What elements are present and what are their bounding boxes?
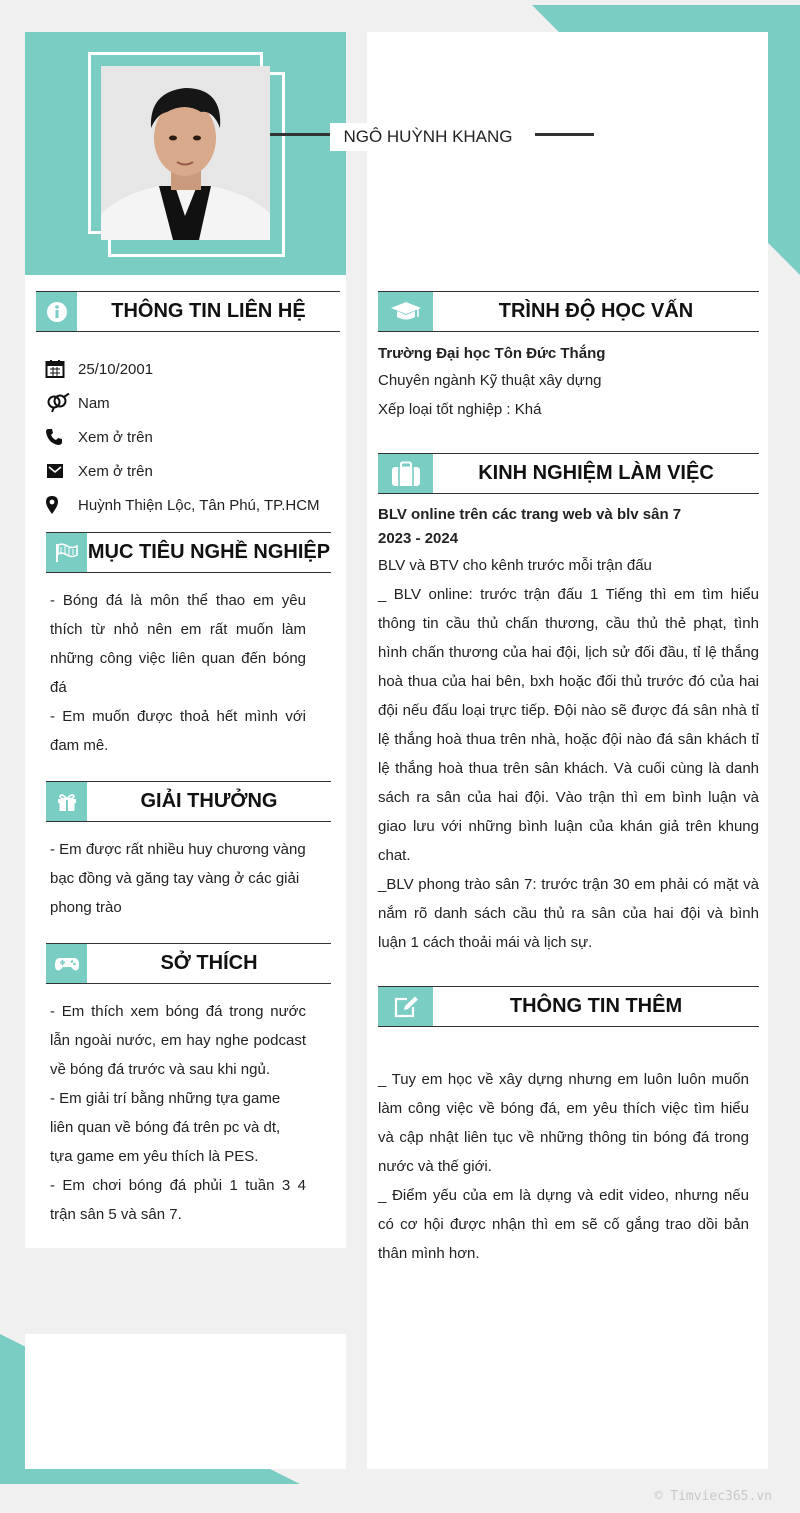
phone-icon [45,428,78,446]
section-header-objective [46,532,331,573]
hobbies-line: - Em giải trí bằng những tựa game liên quan về bóng đá trên pc và dt, [50,1090,281,1136]
experience-subtitle: BLV và BTV cho kênh trước mỗi trận đấu [378,557,652,574]
contact-email [45,458,153,484]
gift-icon [46,782,87,821]
contact-value: Xem ở trên [78,462,153,480]
graduation-cap-icon [378,292,433,331]
experience-line: _BLV phong trào sân 7: trước trận 30 em phải có mặt và nắm rõ danh sách cầu thủ ra sân của hai đội và bình luận 1 cách thoải mái và lịch sự. [378,876,759,951]
section-header-contact [36,291,340,332]
section-title: THÔNG TIN THÊM [509,995,683,1017]
map-marker-icon [45,495,78,515]
objective-line: - Bóng đá là môn thể thao em yêu thích từ nhỏ nên em rất muốn làm những công việc liên quan đến bóng đá [50,592,306,696]
section-header-experience [378,453,759,494]
objective-text [50,586,306,760]
extra-text [378,1065,749,1268]
name-line-left [270,133,332,136]
info-icon [36,292,77,331]
contact-value: Xem ở trên [78,428,153,446]
experience-line: _ BLV online: trước trận đấu 1 Tiếng thì em tìm hiểu thông tin cầu thủ chấn thương, cầu thủ thẻ phạt, tình hình chấn thương của hai đội, lịch sử đối đầu, tỉ lệ thắng hoà thua của hai bên, bxh hoặc đối thủ trước đó của hai đội nếu đấu loại trực tiếp. Đội nào sẽ được đá sân nhà tỉ lệ thắng hoà thua trên nhà, hoặc đội nào đá sân khách tỉ lệ thắng hoà thua trên sân khách. Và cuối cùng là danh sách ra sân của hai đội. Vào trận thì em bình luận và giao lưu với những bình luận của khán giả trên khung chat. [378,586,759,864]
avatar [101,66,270,240]
contact-value: Nam [78,394,110,412]
section-title: THÔNG TIN LIÊN HỆ [111,300,306,322]
watermark: © Timviec365.vn [654,1489,772,1504]
envelope-icon [45,462,78,480]
hobbies-line: - Em thích xem bóng đá trong nước lẫn ngoài nước, em hay nghe podcast về bóng đá trước và sau khi ngủ. [50,1003,306,1078]
education-school: Trường Đại học Tôn Đức Thắng [378,345,606,362]
name-line-right [535,133,594,136]
flag-icon [46,533,87,572]
awards-line: - Em được rất nhiều huy chương vàng bạc đồng và găng tay vàng ở các giải phong trào [50,841,306,916]
hobbies-text [50,997,306,1229]
section-header-awards [46,781,331,822]
contact-birthday [45,356,153,382]
awards-text [50,835,312,922]
candidate-name: NGÔ HUỲNH KHANG [330,123,526,151]
contact-value: Huỳnh Thiện Lộc, Tân Phú, TP.HCM [78,496,320,514]
section-title: SỞ THÍCH [160,952,258,974]
gender-icon [45,393,78,413]
education-major: Chuyên ngành Kỹ thuật xây dựng [378,372,602,389]
section-title: KINH NGHIỆM LÀM VIỆC [478,462,714,484]
experience-text [378,580,759,957]
left-bottom-panel [25,1334,346,1469]
gamepad-icon [46,944,87,983]
briefcase-icon [378,454,433,493]
contact-phone [45,424,153,450]
education-grade: Xếp loại tốt nghiệp : Khá [378,401,542,418]
experience-period: 2023 - 2024 [378,530,459,547]
calendar-icon [45,359,78,379]
hobbies-line: tựa game em yêu thích là PES. [50,1148,259,1165]
contact-value: 25/10/2001 [78,360,154,378]
objective-line: - Em muốn được thoả hết mình với đam mê. [50,708,306,754]
section-title: TRÌNH ĐỘ HỌC VẤN [498,300,694,322]
contact-gender [45,390,110,416]
experience-position: BLV online trên các trang web và blv sân 7 [378,506,682,523]
section-title: MỤC TIÊU NGHỀ NGHIỆP [87,541,331,563]
section-header-education [378,291,759,332]
section-header-extra [378,986,759,1027]
edit-icon [378,987,433,1026]
section-header-hobbies [46,943,331,984]
section-title: GIẢI THƯỞNG [140,790,278,812]
extra-line: _ Điểm yếu của em là dựng và edit video, nhưng nếu có cơ hội được nhận thì em sẽ cố gắng trao dồi bản thân mình hơn. [378,1187,749,1262]
contact-address [45,492,320,518]
extra-line: _ Tuy em học về xây dựng nhưng em luôn luôn muốn làm công việc về bóng đá, em yêu thích việc tìm hiểu và cập nhật liên tục về những thông tin bóng đá trong nước và thế giới. [378,1071,749,1175]
hobbies-line: - Em chơi bóng đá phủi 1 tuần 3 4 trận sân 5 và sân 7. [50,1177,306,1223]
